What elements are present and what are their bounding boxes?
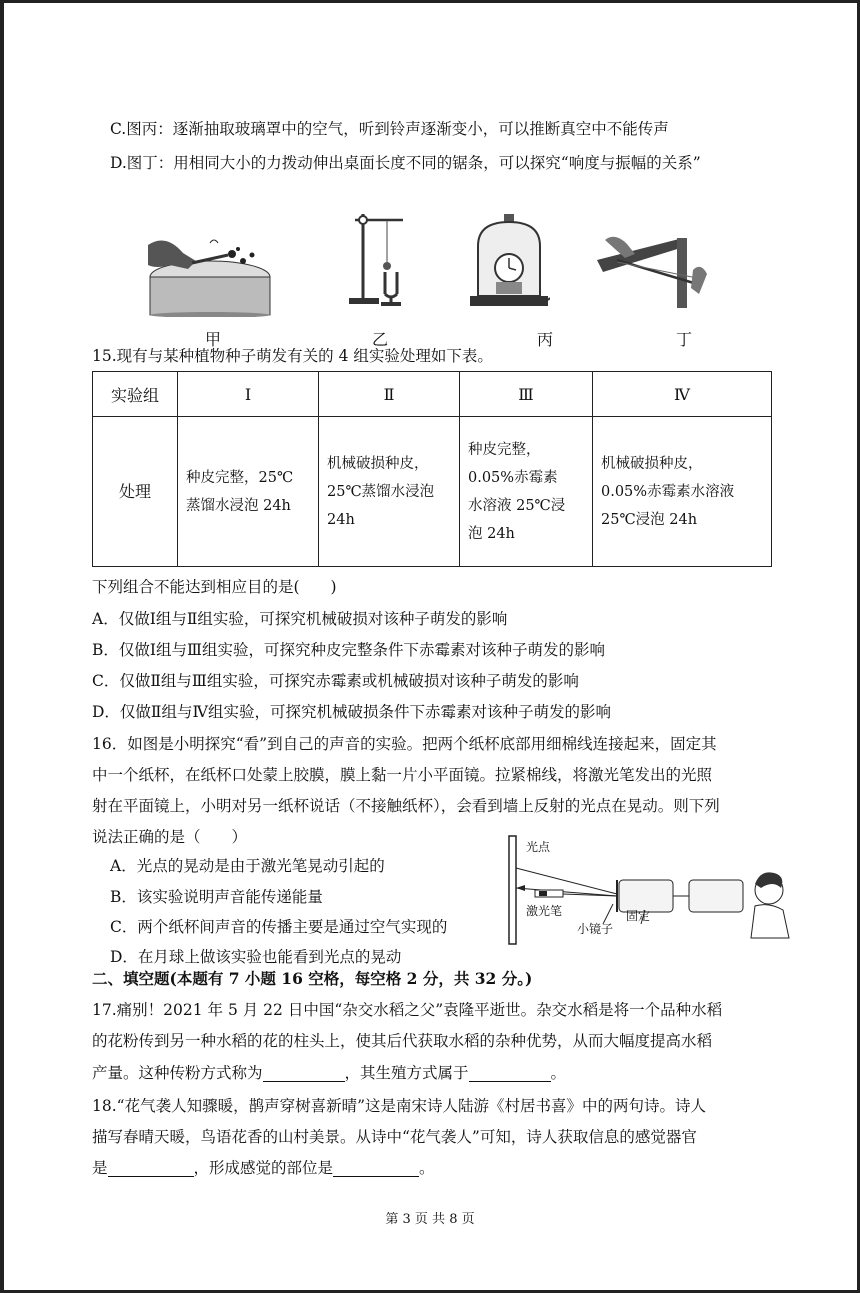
option-15a: A．仅做Ⅰ组与Ⅱ组实验，可探究机械破损对该种子萌发的影响 (92, 610, 508, 628)
answer-blank[interactable] (263, 1067, 345, 1082)
option-16b: B．该实验说明声音能传递能量 (110, 888, 323, 906)
table-cell (593, 417, 772, 567)
option-14c: C.图丙：逐渐抽取玻璃罩中的空气，听到铃声逐渐变小，可以推断真空中不能传声 (110, 120, 669, 138)
question-17-line-1: 17.痛别！2021 年 5 月 22 日中国“杂交水稻之父”袁隆平逝世。杂交水稻是将一个品种水稻 (92, 1001, 723, 1019)
question-18-text: ，形成感觉的部位是 (193, 1159, 334, 1177)
section-heading: 二、填空题(本题有 7 小题 16 空格，每空格 2 分，共 32 分。) (92, 969, 533, 988)
question-18-text: 。 (419, 1159, 435, 1177)
figure-label-mirror: 小镜子 (577, 922, 614, 936)
table-header-cell: 实验组 (93, 372, 178, 417)
cell-line: 种皮完整， (468, 441, 541, 458)
question-16-line-3: 射在平面镜上，小明对另一纸杯说话（不接触纸杯），会看到墙上反射的光点在晃动。则下列 (92, 797, 720, 815)
question-17-line-3 (92, 1066, 566, 1082)
question-17-line-2: 的花粉传到另一种水稻的花的柱头上，使其后代获取水稻的杂种优势，从而大幅度提高水稻 (92, 1032, 713, 1050)
question-17-text: 产量。这种传粉方式称为 (92, 1064, 263, 1082)
cell-line: 25℃浸泡 24h (601, 511, 698, 528)
cell-line: 24h (327, 511, 355, 528)
question-15-stem: 15.现有与某种植物种子萌发有关的 4 组实验处理如下表。 (92, 347, 493, 365)
page-footer: 第 3 页 共 8 页 (385, 1212, 475, 1227)
option-16a: A．光点的晃动是由于激光笔晃动引起的 (110, 857, 385, 875)
question-18-line-3 (92, 1161, 435, 1177)
table-cell (319, 417, 460, 567)
question-15-prompt: 下列组合不能达到相应目的是( ) (92, 578, 337, 596)
cell-line: 机械破损种皮， (327, 455, 429, 472)
option-15c: C．仅做Ⅱ组与Ⅲ组实验，可探究赤霉素或机械破损对该种子萌发的影响 (92, 672, 579, 690)
option-16c: C．两个纸杯间声音的传播主要是通过空气实现的 (110, 918, 448, 936)
figure-label-ding: 丁 (676, 330, 693, 349)
figure-bing-bell-jar (468, 212, 550, 308)
question-16-line-1: 16．如图是小明探究“看”到自己的声音的实验。把两个纸杯底部用细棉线连接起来，固定其 (92, 735, 717, 753)
cell-line: 蒸馏水浸泡 24h (186, 497, 291, 514)
option-16d: D．在月球上做该实验也能看到光点的晃动 (110, 948, 402, 966)
figure-label-spot: 光点 (526, 840, 551, 854)
figure-yi-tuning-fork (345, 210, 413, 306)
question-18-line-2: 描写春晴天暖，鸟语花香的山村美景。从诗中“花气袭人”可知，诗人获取信息的感觉器官 (92, 1128, 697, 1146)
answer-blank[interactable] (333, 1162, 419, 1177)
answer-blank[interactable] (469, 1067, 551, 1082)
cell-line: 水溶液 25℃浸 (468, 497, 566, 514)
table-header-cell: Ⅰ (178, 372, 319, 417)
question-18-line-1: 18.“花气袭人知骤暖，鹊声穿树喜新晴”这是南宋诗人陆游《村居书喜》中的两句诗。诗人 (92, 1097, 707, 1115)
question-17-text: ，其生殖方式属于 (344, 1064, 469, 1082)
cell-line: 机械破损种皮， (601, 455, 703, 472)
table-header-cell: Ⅲ (460, 372, 593, 417)
option-14d: D.图丁：用相同大小的力拨动伸出桌面长度不同的锯条，可以探究“响度与振幅的关系” (110, 154, 701, 172)
figure-ding-saw-blade (597, 232, 712, 308)
option-15b: B．仅做Ⅰ组与Ⅲ组实验，可探究种皮完整条件下赤霉素对该种子萌发的影响 (92, 641, 605, 659)
table-cell (178, 417, 319, 567)
table-row-label: 处理 (93, 417, 178, 567)
cell-line: 泡 24h (468, 525, 515, 542)
cell-line: 25℃蒸馏水浸泡 (327, 483, 435, 500)
option-15d: D．仅做Ⅱ组与Ⅳ组实验，可探究机械破损条件下赤霉素对该种子萌发的影响 (92, 703, 611, 721)
figure-label-jia: 甲 (205, 330, 222, 349)
cell-line: 种皮完整，25℃ (186, 469, 294, 486)
table-cell (460, 417, 593, 567)
figure-label-bing: 丙 (537, 330, 554, 349)
figure-label-fixed: 固定 (626, 909, 651, 923)
question-17-text: 。 (550, 1064, 567, 1082)
answer-blank[interactable] (108, 1162, 194, 1177)
question-18-text: 是 (92, 1159, 108, 1177)
figure-jia-drum (148, 225, 273, 317)
figure-label-laser: 激光笔 (526, 904, 563, 918)
question-16-line-2: 中一个纸杯，在纸杯口处蒙上胶膜，膜上黏一片小平面镜。拉紧棉线，将激光笔发出的光照 (92, 766, 713, 784)
figure-label-yi: 乙 (372, 330, 389, 349)
experiment-table (92, 371, 772, 567)
table-row (93, 417, 772, 567)
question-16-line-4: 说法正确的是（ ） (92, 828, 248, 846)
table-header-cell: Ⅱ (319, 372, 460, 417)
cell-line: 0.05%赤霉素 (468, 469, 558, 486)
table-header-row (93, 372, 772, 417)
table-header-cell: Ⅳ (593, 372, 772, 417)
cell-line: 0.05%赤霉素水溶液 (601, 483, 735, 500)
